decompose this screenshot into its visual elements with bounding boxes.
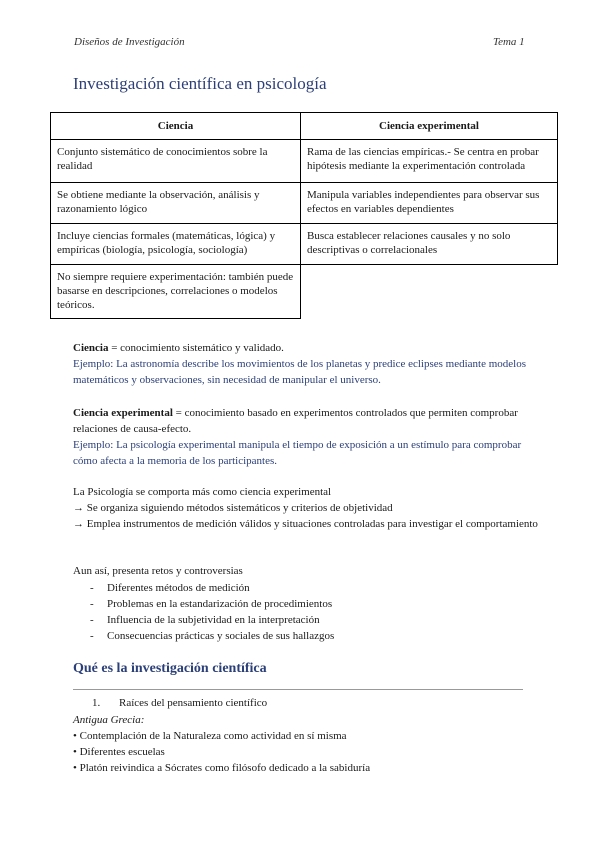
table-cell: Rama de las ciencias empíricas.- Se centra en probar hipótesis mediante la experimentación controlada — [301, 140, 558, 183]
table-cell: Manipula variables independientes para observar sus efectos en variables dependientes — [301, 183, 558, 224]
dash-bullet: - — [90, 582, 94, 594]
list-item: • Diferentes escuelas — [73, 746, 165, 758]
challenge-item: Influencia de la subjetividad en la interpretación — [107, 614, 320, 626]
psychology-point: → Se organiza siguiendo métodos sistemáticos y criterios de objetividad — [73, 502, 393, 514]
challenge-item: Consecuencias prácticas y sociales de sus hallazgos — [107, 630, 335, 642]
table-header-ciencia: Ciencia — [51, 113, 301, 140]
challenge-item: Diferentes métodos de medición — [107, 582, 250, 594]
definition-ciencia — [73, 340, 543, 388]
dash-bullet: - — [90, 598, 94, 610]
list-item-title: Raíces del pensamiento científico — [119, 697, 268, 709]
example-ciencia: Ejemplo: La astronomía describe los movimientos de los planetas y predice eclipses mediante modelos matemáticos y observaciones, sin necesidad de manipular el universo. — [73, 358, 527, 386]
table-row — [51, 224, 558, 265]
term-ciencia: Ciencia — [73, 342, 109, 354]
section-title: Qué es la investigación científica — [73, 661, 267, 676]
challenges-intro: Aun así, presenta retos y controversias — [73, 565, 243, 577]
table-header-ciencia-experimental: Ciencia experimental — [301, 113, 558, 140]
table-cell: Busca establecer relaciones causales y no solo descriptivas o correlacionales — [301, 224, 558, 265]
table-cell: Incluye ciencias formales (matemáticas, lógica) y empíricas (biología, psicología, sociología) — [51, 224, 301, 265]
greece-block — [73, 712, 543, 776]
page-title: Investigación científica en psicología — [73, 74, 327, 93]
term-ciencia-experimental: Ciencia experimental — [73, 407, 173, 419]
definition-text: = conocimiento sistemático y validado. — [108, 342, 284, 354]
list-item: • Platón reivindica a Sócrates como filósofo dedicado a la sabiduría — [73, 762, 371, 774]
definition-text: = conocimiento basado en experimentos controlados que permiten comprobar relaciones de causa-efecto. — [73, 407, 518, 435]
section-divider — [73, 689, 523, 690]
table-cell: Se obtiene mediante la observación, análisis y razonamiento lógico — [51, 183, 301, 224]
list-item: • Contemplación de la Naturaleza como actividad en sí misma — [73, 730, 347, 742]
table-cell-empty — [301, 265, 558, 319]
era-label: Antigua Grecia: — [73, 714, 145, 726]
table-row — [51, 140, 558, 183]
table-row — [51, 265, 558, 319]
comparison-table — [50, 112, 558, 319]
example-ciencia-experimental: Ejemplo: La psicología experimental manipula el tiempo de exposición a un estímulo para comprobar cómo afecta a la memoria de los participantes. — [73, 439, 522, 467]
list-number: 1. — [92, 697, 101, 709]
challenge-item: Problemas en la estandarización de procedimientos — [107, 598, 333, 610]
header-left: Diseños de Investigación — [74, 36, 185, 48]
table-cell: No siempre requiere experimentación: también puede basarse en descripciones, correlaciones o modelos teóricos. — [51, 265, 301, 319]
definition-ciencia-experimental — [73, 405, 543, 469]
table-row — [51, 183, 558, 224]
header-right: Tema 1 — [493, 36, 525, 48]
table-header-row — [51, 113, 558, 140]
psychology-block — [73, 484, 543, 532]
psychology-point: → Emplea instrumentos de medición válidos y situaciones controladas para investigar el comportamiento — [73, 518, 538, 530]
dash-bullet: - — [90, 630, 94, 642]
table-cell: Conjunto sistemático de conocimientos sobre la realidad — [51, 140, 301, 183]
dash-bullet: - — [90, 614, 94, 626]
psychology-intro: La Psicología se comporta más como ciencia experimental — [73, 486, 332, 498]
